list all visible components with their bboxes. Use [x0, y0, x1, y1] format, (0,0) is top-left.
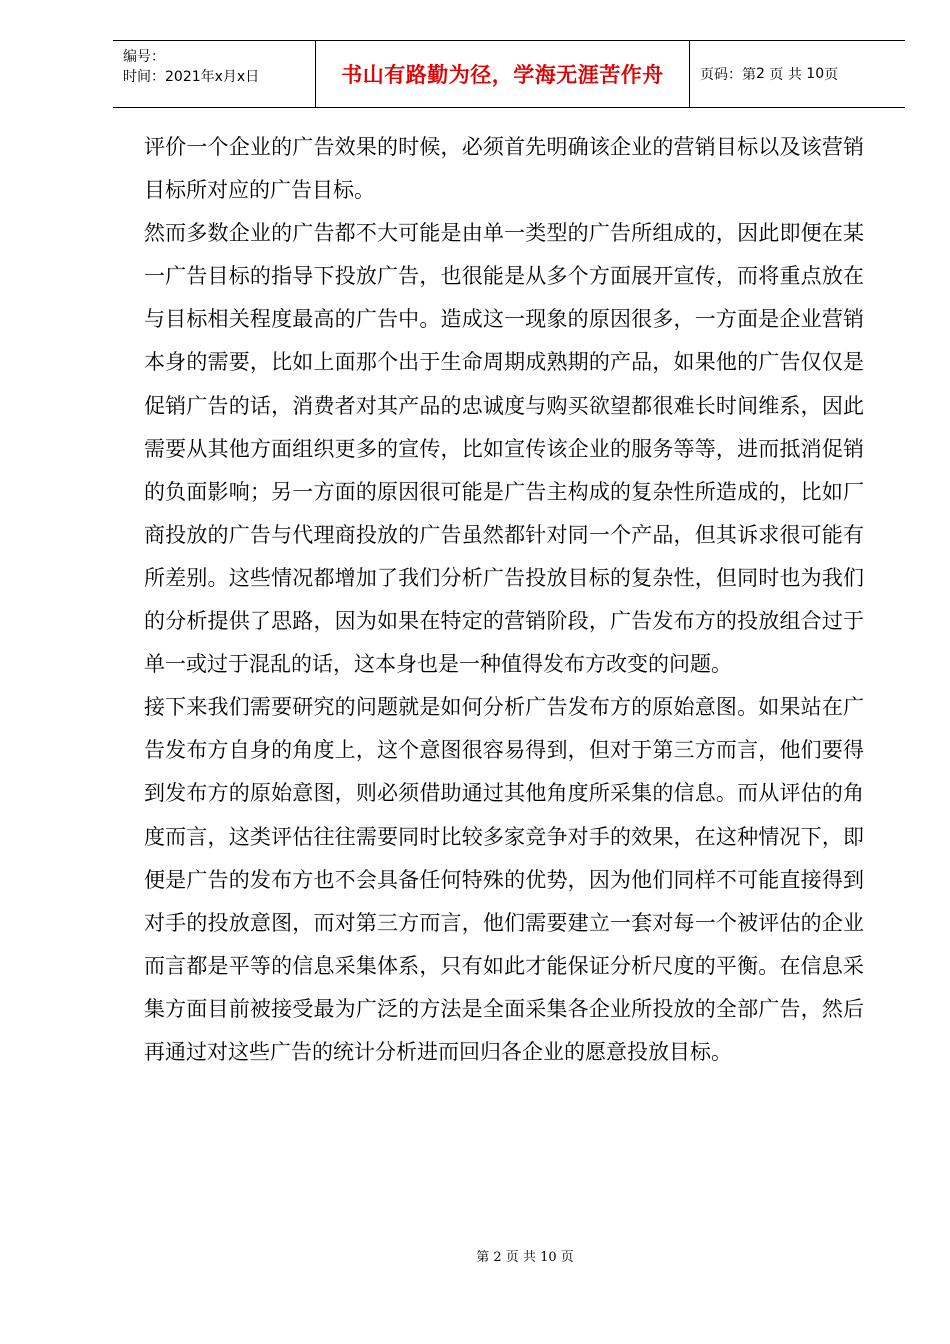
paragraph-1: 评价一个企业的广告效果的时候，必须首先明确该企业的营销目标以及该营销目标所对应的广告目标。 [144, 135, 864, 203]
page-total: 10 [806, 66, 825, 82]
footer-prefix: 第 [476, 1250, 490, 1265]
paragraph-2: 然而多数企业的广告都不大可能是由单一类型的广告所组成的，因此即便在某一广告目标的指导下投放广告，也很能是从多个方面展开宣传，而将重点放在与目标相关程度最高的广告中。造成这一现象的原因很多，一方面是企业营销本身的需要，比如上面那个出于生命周期成熟期的产品，如果他的广告仅仅是促销广告的话，消费者对其产品的忠诚度与购买欲望都很难长时间维系，因此需要从其他方面组织更多的宣传，比如宣传该企业的服务等等，进而抵消促销的负面影响；另一方面的原因很可能是广告主构成的复杂性所造成的，比如厂商投放的广告与代理商投放的广告虽然都针对同一个产品，但其诉求很可能有所差别。这些情况都增加了我们分析广告投放目标的复杂性，但同时也为我们的分析提供了思路，因为如果在特定的营销阶段，广告发布方的投放组合过于单一或过于混乱的话，这本身也是一种值得发布方改变的问题。 [144, 221, 864, 677]
header-motto: 书山有路勤为径，学海无涯苦作舟 [341, 63, 664, 87]
page-end: 页 [824, 67, 839, 83]
footer-total: 10 [540, 1250, 557, 1265]
footer-suffix: 页 [560, 1250, 574, 1265]
header-page-number [690, 41, 905, 107]
header-meta [113, 41, 316, 107]
page-header [113, 40, 905, 108]
footer-mid: 页 共 [505, 1250, 536, 1265]
header-motto-cell [316, 41, 690, 107]
paragraph-3: 接下来我们需要研究的问题就是如何分析广告发布方的原始意图。如果站在广告发布方自身的角度上，这个意图很容易得到，但对于第三方而言，他们要得到发布方的原始意图，则必须借助通过其他角度所采集的信息。而从评估的角度而言，这类评估往往需要同时比较多家竞争对手的效果，在这种情况下，即便是广告的发布方也不会具备任何特殊的优势，因为他们同样不可能直接得到对手的投放意图，而对第三方而言，他们需要建立一套对每一个被评估的企业而言都是平等的信息采集体系，只有如此才能保证分析尺度的平衡。在信息采集方面目前被接受最为广泛的方法是全面采集各企业所投放的全部广告，然后再通过对这些广告的统计分析进而回归各企业的愿意投放目标。 [144, 695, 864, 1064]
footer-current: 2 [493, 1250, 502, 1265]
page-label: 页码：第 [700, 67, 756, 83]
page-footer [0, 1246, 950, 1265]
page-current: 2 [756, 66, 765, 82]
document-number: 编号： [123, 49, 165, 65]
document-time: 时间：2021年x月x日 [123, 69, 260, 85]
document-body [144, 126, 864, 1074]
page-mid: 页 共 [769, 67, 802, 83]
